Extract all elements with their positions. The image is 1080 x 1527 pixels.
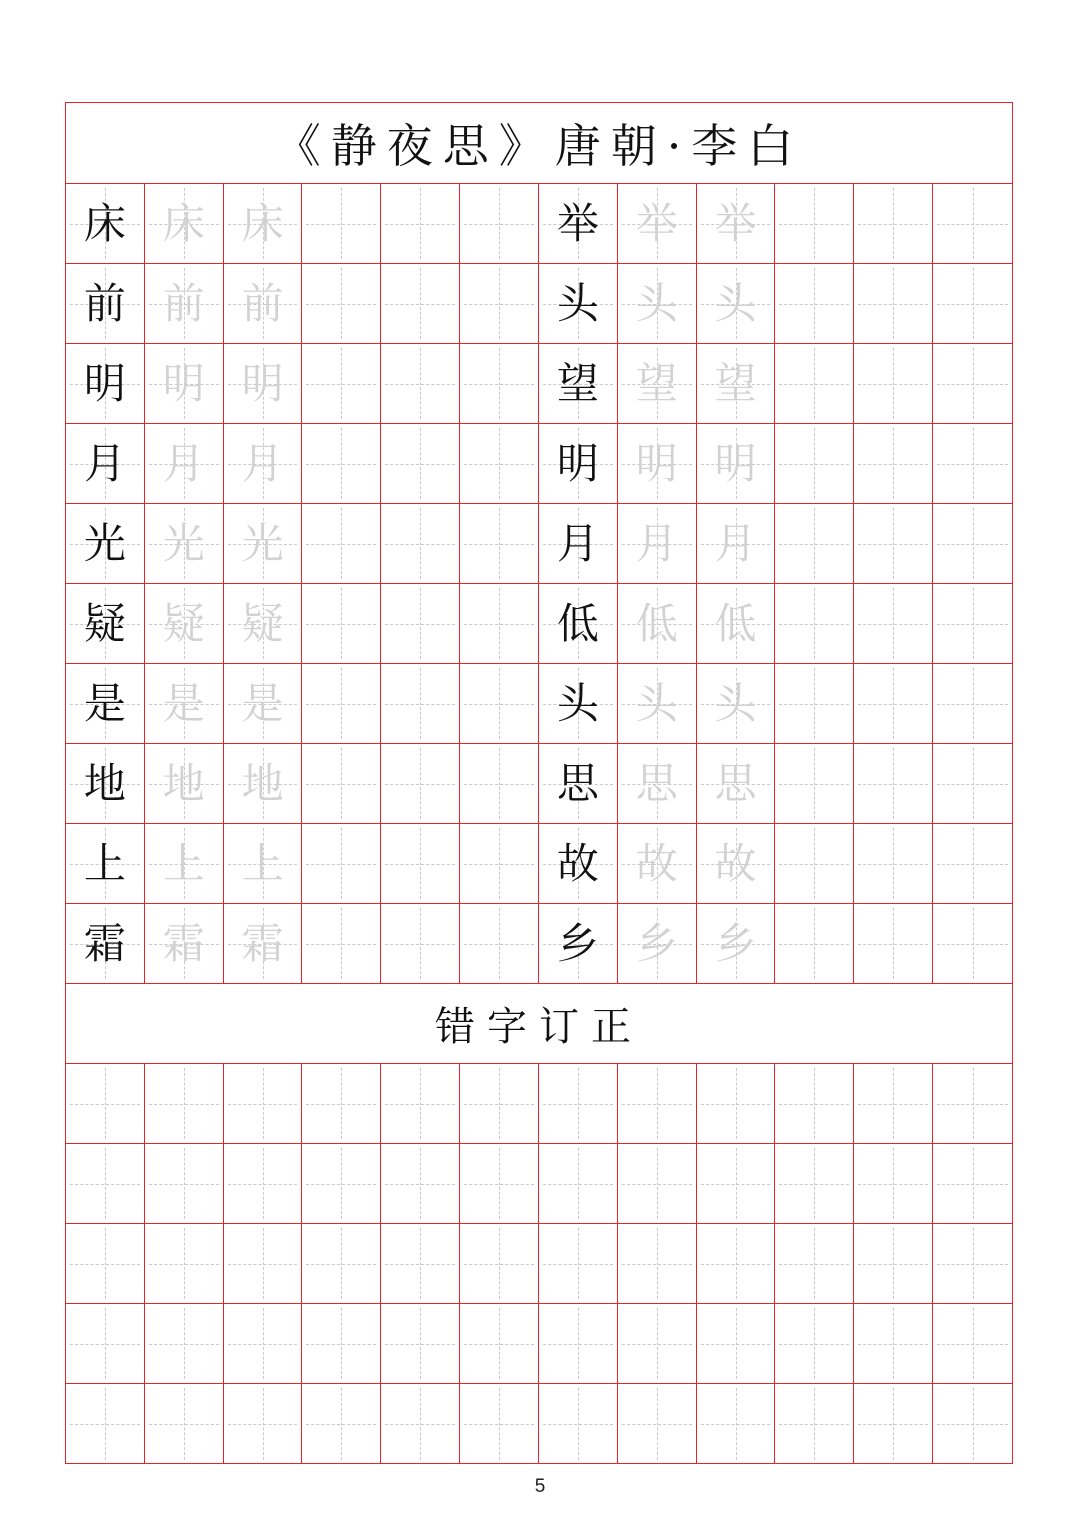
practice-cell[interactable] [145,584,224,664]
trace-character: 前 [241,278,284,328]
correction-cell[interactable] [381,1224,460,1304]
model-character: 霜 [83,918,126,968]
practice-cell[interactable] [933,504,1012,584]
practice-grid [66,184,1012,984]
correction-cell[interactable] [697,1384,776,1464]
practice-cell[interactable] [933,264,1012,344]
correction-row [66,1144,1012,1224]
trace-character: 低 [635,598,678,648]
practice-cell[interactable] [933,824,1012,904]
correction-cell[interactable] [539,1384,618,1464]
practice-cell[interactable] [618,584,697,664]
practice-cell[interactable] [618,904,697,984]
practice-cell[interactable] [539,584,618,664]
practice-cell[interactable] [539,184,618,264]
trace-character: 思 [635,758,678,808]
trace-character: 举 [714,198,757,248]
trace-character: 地 [162,758,205,808]
practice-cell[interactable] [775,744,854,824]
trace-character: 头 [714,278,757,328]
practice-cell[interactable] [224,184,303,264]
correction-cell[interactable] [539,1304,618,1384]
practice-cell[interactable] [775,264,854,344]
correction-cell[interactable] [302,1384,381,1464]
practice-cell[interactable] [775,664,854,744]
practice-cell[interactable] [145,264,224,344]
practice-cell[interactable] [224,584,303,664]
correction-cell[interactable] [460,1384,539,1464]
correction-cell[interactable] [539,1144,618,1224]
model-character: 明 [556,438,599,488]
model-character: 低 [556,598,599,648]
trace-character: 明 [714,438,757,488]
correction-cell[interactable] [539,1224,618,1304]
practice-cell[interactable] [145,504,224,584]
correction-cell[interactable] [460,1304,539,1384]
practice-cell[interactable] [302,264,381,344]
model-character: 月 [556,518,599,568]
practice-cell[interactable] [775,184,854,264]
correction-cell[interactable] [145,1384,224,1464]
practice-cell[interactable] [539,664,618,744]
trace-character: 望 [635,358,678,408]
trace-character: 月 [241,438,284,488]
correction-title: 错字订正 [66,984,1012,1064]
correction-cell[interactable] [854,1384,933,1464]
practice-cell[interactable] [224,744,303,824]
correction-cell[interactable] [224,1304,303,1384]
practice-cell[interactable] [697,744,776,824]
model-character: 前 [83,278,126,328]
practice-cell[interactable] [381,584,460,664]
practice-cell[interactable] [460,344,539,424]
correction-row [66,1064,1012,1144]
practice-cell[interactable] [697,904,776,984]
practice-cell[interactable] [224,504,303,584]
practice-cell[interactable] [302,824,381,904]
practice-cell[interactable] [66,344,145,424]
correction-cell[interactable] [145,1224,224,1304]
practice-cell[interactable] [460,264,539,344]
practice-cell[interactable] [854,184,933,264]
correction-row [66,1224,1012,1304]
practice-cell[interactable] [460,424,539,504]
trace-character: 霜 [241,918,284,968]
practice-cell[interactable] [854,664,933,744]
correction-cell[interactable] [933,1224,1012,1304]
trace-character: 上 [162,838,205,888]
correction-cell[interactable] [66,1384,145,1464]
practice-cell[interactable] [302,664,381,744]
model-character: 望 [556,358,599,408]
trace-character: 疑 [162,598,205,648]
practice-cell[interactable] [854,824,933,904]
model-character: 上 [83,838,126,888]
practice-cell[interactable] [933,344,1012,424]
trace-character: 故 [635,838,678,888]
correction-cell[interactable] [224,1144,303,1224]
correction-cell[interactable] [302,1304,381,1384]
practice-cell[interactable] [145,664,224,744]
correction-cell[interactable] [618,1144,697,1224]
correction-cell[interactable] [618,1304,697,1384]
practice-cell[interactable] [697,424,776,504]
trace-character: 地 [241,758,284,808]
practice-cell[interactable] [775,824,854,904]
practice-sheet [65,102,1013,1464]
correction-row [66,1384,1012,1464]
correction-cell[interactable] [224,1064,303,1144]
practice-cell[interactable] [66,744,145,824]
practice-cell[interactable] [539,504,618,584]
trace-character: 思 [714,758,757,808]
correction-cell[interactable] [775,1384,854,1464]
model-character: 明 [83,358,126,408]
practice-cell[interactable] [460,824,539,904]
trace-character: 头 [635,278,678,328]
practice-cell[interactable] [145,344,224,424]
correction-cell[interactable] [933,1384,1012,1464]
correction-cell[interactable] [775,1144,854,1224]
practice-row [66,504,1012,584]
correction-cell[interactable] [66,1144,145,1224]
practice-row [66,344,1012,424]
practice-cell[interactable] [302,504,381,584]
practice-cell[interactable] [145,184,224,264]
practice-cell[interactable] [539,744,618,824]
practice-cell[interactable] [460,504,539,584]
practice-cell[interactable] [854,264,933,344]
practice-cell[interactable] [145,424,224,504]
correction-cell[interactable] [933,1144,1012,1224]
correction-cell[interactable] [697,1304,776,1384]
practice-cell[interactable] [697,264,776,344]
correction-cell[interactable] [302,1224,381,1304]
practice-row [66,584,1012,664]
practice-cell[interactable] [302,744,381,824]
correction-cell[interactable] [145,1064,224,1144]
practice-cell[interactable] [460,184,539,264]
practice-cell[interactable] [66,264,145,344]
practice-cell[interactable] [775,584,854,664]
correction-cell[interactable] [854,1304,933,1384]
correction-cell[interactable] [66,1064,145,1144]
correction-cell[interactable] [145,1144,224,1224]
correction-cell[interactable] [775,1304,854,1384]
practice-cell[interactable] [539,904,618,984]
practice-cell[interactable] [618,264,697,344]
practice-cell[interactable] [224,824,303,904]
trace-character: 霜 [162,918,205,968]
practice-cell[interactable] [224,904,303,984]
practice-cell[interactable] [460,744,539,824]
practice-cell[interactable] [854,424,933,504]
practice-cell[interactable] [854,584,933,664]
correction-cell[interactable] [66,1224,145,1304]
trace-character: 乡 [714,918,757,968]
practice-cell[interactable] [460,904,539,984]
model-character: 床 [83,198,126,248]
trace-character: 明 [162,358,205,408]
trace-character: 月 [162,438,205,488]
practice-cell[interactable] [460,584,539,664]
model-character: 是 [83,678,126,728]
model-character: 乡 [556,918,599,968]
correction-cell[interactable] [618,1064,697,1144]
practice-cell[interactable] [854,904,933,984]
correction-cell[interactable] [618,1384,697,1464]
model-character: 举 [556,198,599,248]
practice-cell[interactable] [933,424,1012,504]
trace-character: 低 [714,598,757,648]
practice-cell[interactable] [697,184,776,264]
practice-cell[interactable] [618,744,697,824]
practice-cell[interactable] [697,664,776,744]
practice-cell[interactable] [539,824,618,904]
practice-cell[interactable] [697,584,776,664]
correction-cell[interactable] [933,1304,1012,1384]
model-character: 故 [556,838,599,888]
correction-grid [66,1064,1012,1464]
trace-character: 床 [162,198,205,248]
correction-cell[interactable] [854,1144,933,1224]
trace-character: 举 [635,198,678,248]
practice-cell[interactable] [854,344,933,424]
practice-cell[interactable] [933,904,1012,984]
trace-character: 前 [162,278,205,328]
practice-cell[interactable] [302,584,381,664]
model-character: 地 [83,758,126,808]
correction-cell[interactable] [697,1144,776,1224]
practice-cell[interactable] [775,904,854,984]
practice-cell[interactable] [618,424,697,504]
practice-cell[interactable] [539,424,618,504]
model-character: 头 [556,278,599,328]
trace-character: 光 [241,518,284,568]
practice-row [66,264,1012,344]
trace-character: 明 [241,358,284,408]
practice-cell[interactable] [697,344,776,424]
correction-cell[interactable] [539,1064,618,1144]
trace-character: 故 [714,838,757,888]
practice-cell[interactable] [66,824,145,904]
correction-cell[interactable] [381,1304,460,1384]
practice-cell[interactable] [381,504,460,584]
correction-cell[interactable] [775,1064,854,1144]
practice-cell[interactable] [539,344,618,424]
practice-cell[interactable] [224,424,303,504]
trace-character: 明 [635,438,678,488]
practice-cell[interactable] [854,504,933,584]
trace-character: 月 [714,518,757,568]
practice-cell[interactable] [224,344,303,424]
practice-cell[interactable] [381,824,460,904]
correction-cell[interactable] [460,1224,539,1304]
correction-cell[interactable] [854,1224,933,1304]
practice-cell[interactable] [381,184,460,264]
practice-cell[interactable] [302,184,381,264]
practice-cell[interactable] [66,424,145,504]
practice-cell[interactable] [224,264,303,344]
correction-cell[interactable] [302,1064,381,1144]
practice-cell[interactable] [66,904,145,984]
trace-character: 乡 [635,918,678,968]
trace-character: 疑 [241,598,284,648]
model-character: 光 [83,518,126,568]
practice-cell[interactable] [302,344,381,424]
practice-cell[interactable] [145,904,224,984]
page-number: 5 [534,1476,546,1497]
model-character: 月 [83,438,126,488]
correction-cell[interactable] [381,1384,460,1464]
practice-cell[interactable] [460,664,539,744]
correction-cell[interactable] [460,1064,539,1144]
practice-row [66,904,1012,984]
practice-cell[interactable] [66,664,145,744]
trace-character: 光 [162,518,205,568]
practice-cell[interactable] [618,344,697,424]
practice-cell[interactable] [618,504,697,584]
practice-cell[interactable] [618,664,697,744]
correction-cell[interactable] [775,1224,854,1304]
correction-row [66,1304,1012,1384]
practice-cell[interactable] [933,184,1012,264]
correction-cell[interactable] [854,1064,933,1144]
practice-cell[interactable] [302,904,381,984]
practice-cell[interactable] [775,504,854,584]
practice-cell[interactable] [381,344,460,424]
practice-cell[interactable] [775,344,854,424]
model-character: 疑 [83,598,126,648]
practice-cell[interactable] [775,424,854,504]
practice-row [66,664,1012,744]
correction-cell[interactable] [381,1144,460,1224]
practice-cell[interactable] [381,264,460,344]
practice-cell[interactable] [302,424,381,504]
trace-character: 是 [162,678,205,728]
practice-row [66,744,1012,824]
trace-character: 头 [714,678,757,728]
practice-row [66,184,1012,264]
correction-cell[interactable] [224,1224,303,1304]
practice-cell[interactable] [854,744,933,824]
correction-cell[interactable] [66,1304,145,1384]
practice-cell[interactable] [618,824,697,904]
practice-cell[interactable] [66,504,145,584]
practice-cell[interactable] [539,264,618,344]
poem-title: 《静夜思》唐朝·李白 [66,103,1012,184]
model-character: 思 [556,758,599,808]
practice-cell[interactable] [145,824,224,904]
practice-cell[interactable] [697,824,776,904]
practice-cell[interactable] [618,184,697,264]
correction-cell[interactable] [618,1224,697,1304]
practice-cell[interactable] [381,744,460,824]
correction-cell[interactable] [697,1224,776,1304]
practice-cell[interactable] [66,184,145,264]
model-character: 头 [556,678,599,728]
trace-character: 是 [241,678,284,728]
practice-cell[interactable] [66,584,145,664]
correction-cell[interactable] [381,1064,460,1144]
practice-cell[interactable] [224,664,303,744]
practice-cell[interactable] [381,424,460,504]
practice-cell[interactable] [933,744,1012,824]
practice-cell[interactable] [697,504,776,584]
correction-cell[interactable] [224,1384,303,1464]
correction-cell[interactable] [302,1144,381,1224]
trace-character: 上 [241,838,284,888]
practice-cell[interactable] [933,664,1012,744]
practice-cell[interactable] [381,904,460,984]
trace-character: 头 [635,678,678,728]
correction-cell[interactable] [145,1304,224,1384]
correction-cell[interactable] [460,1144,539,1224]
correction-cell[interactable] [697,1064,776,1144]
trace-character: 望 [714,358,757,408]
practice-cell[interactable] [933,584,1012,664]
practice-cell[interactable] [145,744,224,824]
trace-character: 床 [241,198,284,248]
practice-cell[interactable] [381,664,460,744]
practice-row [66,424,1012,504]
practice-row [66,824,1012,904]
correction-cell[interactable] [933,1064,1012,1144]
trace-character: 月 [635,518,678,568]
